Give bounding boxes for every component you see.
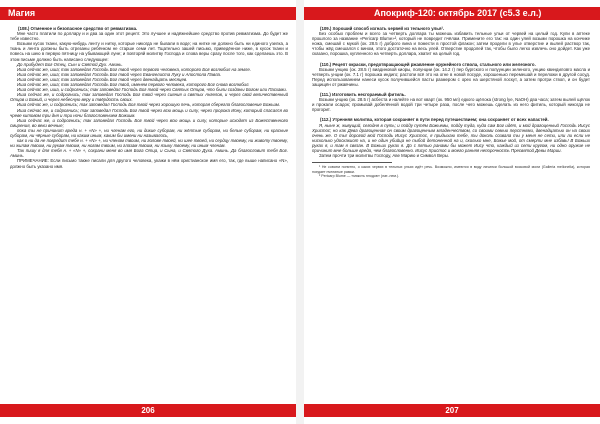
paragraph: Иша сейчас же, и содрогнись; так заповедал Господь Бог твой через сияния и святых Ангелов, и через свой величественный Отцов и Божий, и через небесную веру и твёрдость своих. bbox=[10, 92, 288, 103]
paragraph: До прибудет Бог Отец, Сын и Святой Дух. Аминь. bbox=[17, 61, 123, 67]
paragraph: Затем прочти три молитвы Господу, Аве Марию и Символ Веры. bbox=[319, 153, 450, 159]
paragraph: Иша сейчас же, иша; так заповедал Господь Бог твой через первого человека, которого Бог возлюбил на земле. bbox=[17, 66, 251, 72]
left-page bbox=[0, 0, 296, 424]
recipe-heading: (112.) Утренняя молитва, которая сохраняет в пути перед путешествием; она сохраняет от всех напастей. bbox=[320, 117, 549, 123]
paragraph: Иша сейчас же, и содрогнись; так заповедал Господь Бог твой через хорошую печь, которая сберегла благословение Божьим. bbox=[17, 102, 281, 108]
recipe-section bbox=[312, 117, 590, 158]
left-page-number: 206 bbox=[0, 404, 296, 417]
recipe-heading: (109.) Хороший способ изгнать червей из тельного улья¹. bbox=[320, 26, 445, 31]
book-gutter bbox=[296, 0, 304, 424]
right-page-header: Апокриф-120: октябрь 2017 (с5.3 е.л.) bbox=[304, 7, 600, 20]
recipe-section bbox=[312, 92, 590, 112]
paragraph: Так пишу я для тебя н. + «N» +, сохрани меня во имя Бога Отца, и Сына, и Святого Духа. Аминь. Да благословит тебя Бог. Аминь. bbox=[10, 148, 288, 159]
footnote-rule bbox=[312, 162, 392, 163]
paragraph: пока ты не причинит вреда н. + «N» +, ни членам его, ни дикие суборам, ни жёлтые суборам, ни белые суборам, ни красные суборам, ни чёрные суборам, ни каким иным, каким бы имени ни называлось, bbox=[10, 127, 288, 138]
recipe-section bbox=[312, 62, 590, 87]
recipe-heading: (111.) Изготовить несгораемый фитиль. bbox=[320, 92, 406, 98]
left-page-header: Магия bbox=[0, 7, 296, 20]
paragraph: Иша сейчас же, иша; так заповедал Господь Бог твой через Евангелиста Луку и Апостола Павла. bbox=[17, 71, 222, 77]
footnote: ¹ Не совсем понятно, о каких червях в тельных ульях идёт речь. Возможно, имеются в виду личинки большой восковой моли (Galleria mellonella), которая поедает пчелиные рамки. bbox=[312, 165, 590, 174]
paragraph: Иша сейчас же, иша; так заповедал Господь Бог твой через двенадцать месяцев. bbox=[17, 76, 188, 82]
paragraph: Возьми унцию (ок. 28.5 г) асбеста и налейте на вот кварт (ок. 950 мл) едкого щёлока (strong lye, NaOH) два часа; затем вылей щёлок и прокали осадок; промывай добелённой водой три четыре раза, после чего можешь сделать из него фитиль, который никогда не прогорит. bbox=[312, 97, 590, 113]
left-page-body bbox=[10, 26, 288, 169]
paragraph: Иша сейчас же, и содрогнись; так заповедал Господь Бог твой через всю мощь и силу, которые исходят из Божественного смирения, во веки вечные; bbox=[10, 117, 288, 128]
paragraph: Без особых проблем и всего за четверть доллара ты можешь избавить тельные ульи от червей на целый год. Купи в аптеке прошлого за название «Pericarp Blume»², который не повредит пчёлам. Примените его так: на один улей возьми порошка на кончике ножа, смешай с мукой (ок. 28.5 г) доброго вина и помести в простой флакон; затем продели в улье отверстие и вылей раствор так, чтобы жёд смешался с вином, этого достаточно на весь улей. Отверстие продолей так, чтобы было легко извлечь оно дойдет. Как уже сказано, порошка, купленного на четверть доллара, хватит на целый год. bbox=[312, 31, 590, 57]
paragraph: Иша сейчас же, иша; так заповедал Господь Бог твой, именем первого человека, которого Бог снова возлюбил. bbox=[17, 82, 250, 88]
footnotes bbox=[312, 165, 590, 178]
right-page-sections bbox=[312, 26, 590, 158]
right-page bbox=[304, 0, 600, 424]
paragraph: как о ни да не повредит тебе н. + «N» +, ни членам твоим, ни голове твоей, ни шее твоей, ни сердцу твоему, ни животу твоему, ни жилам твоим, ни рукам твоим, ни ногам твоим, ни глазам твоим, ни языку твоему, ни иным членам. bbox=[10, 138, 288, 149]
right-page-body bbox=[312, 26, 590, 178]
paragraph: Иша сейчас же, и содрогнись; так заповедал Господь Бог твой через всю мощь и силу, через пророка Иону, который спасался во чреве китовом три дня и три ночи благословением Божиим. bbox=[10, 107, 288, 118]
paragraph: Иша сейчас же, иша, и содрогнись; так заповедал Господь Бог твой через Святых Отцов, что были созданы Богом или Пасхами. bbox=[17, 87, 288, 93]
paragraph: Возьми унцию (ок. 28.5 г) виадиновой киоры, полунции (ок. 14.2 г) пер бургского и полуунции зеленого, унцию квиндиловго масла и четверть унции (ок. 7.1 г) порошка индиго; растопи всё это на огне в новой посуде, хорошенько перемешай и переложи в другой сосуд. Перед использованием нанеси кусок получившейся пасты размером с орех на шерстяной лоскут, а затем протри ствол, и он будет защищён от ржавчины. bbox=[312, 66, 590, 87]
paragraph: Возьми кусок ткани, какую-нибудь ленту и нитку, которые никогда не бывали в воде; на нитке не должно быть ни единого узелка, а ткань и лента должны быть отрезаны ребёнком не старше семи лет. Тщательно зашей письмо, приведённое ниже, в кусок ткани и повесь на шею в первую пятницу на убывающей луне; и повторяй молитву Господа и слова веры сразу после того, как сделаешь это. В этом письме должно быть написано следующее: bbox=[10, 41, 288, 62]
paragraph: ПРИМЕЧАНИЕ: Если письмо также писали для другого человека, укажи в нём христианское имя его, так, где выше написано «N», должно быть указано имя. bbox=[10, 158, 288, 169]
paragraph: Мне часто платили по доллару и и два за один этот рецепт. Это лучшее и надёжнейшее средство против ревматизма. До будет же тебе известно. bbox=[10, 31, 288, 42]
recipe-section bbox=[312, 26, 590, 57]
recipe-heading: (110.) Рецепт окраски, предотвращающей ржавление оружейного ствола, стального или железного. bbox=[320, 61, 536, 67]
footnote: ² Pericarp Blume — «мякоть плодов» (лат.-нем.). bbox=[319, 173, 400, 178]
paragraph: Я, ныне ж, живущий, сегодня в путь; и пойду путём Божьемы, пойду туда, куда сам Бог идёт, и мой драгоценный Господь Иисус Христос; но как Дева драгоценная он своим драгоценным младенчеством, со своими семью перстнями, двенадцатью он на своих очень же. О ты! дорогой мой Господь Иисус Христос, я придыхаю тебе, ты доколь созвала ты у меня не сети, или ли если не нисколько удоскакиот на, и не один убийца не пыбой детоненной на и, сколько мне, Божье мой, от смерти мне избавь! В Божьих руках я, и там я связан. В Божьих руках я. До с пятью ранами бы может Иису что, каждый из сети кругом, ни одно оружие не причинит мне больше вреда, чем благословенно. Иисус Христос и моего ранняя непорочность Пресвятой Девы Марии. bbox=[312, 122, 590, 153]
recipe-heading: (108.) Отменное и безопасное средство от ревматизма. bbox=[18, 26, 138, 31]
right-page-number: 207 bbox=[304, 404, 600, 417]
